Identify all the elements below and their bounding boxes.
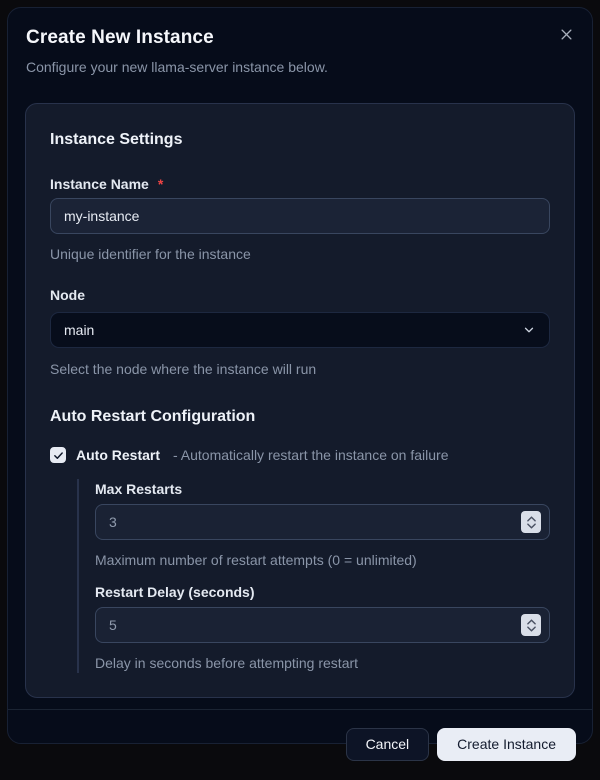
instance-settings-heading: Instance Settings — [50, 131, 183, 148]
instance-name-label: Instance Name — [50, 176, 149, 192]
restart-delay-input[interactable] — [95, 607, 550, 643]
restart-delay-field — [95, 584, 550, 673]
create-instance-button[interactable]: Create Instance — [437, 728, 576, 761]
instance-name-field — [50, 176, 550, 264]
stepper-up-icon — [527, 619, 536, 625]
restart-delay-help: Delay in seconds before attempting restart — [95, 655, 359, 671]
close-button[interactable] — [556, 24, 576, 44]
auto-restart-checkbox-label[interactable]: Auto Restart — [76, 447, 161, 463]
stepper-down-icon — [527, 523, 536, 529]
max-restarts-stepper[interactable] — [521, 511, 541, 533]
auto-restart-heading: Auto Restart Configuration — [50, 408, 256, 425]
dialog-title: Create New Instance — [26, 27, 214, 48]
instance-name-help: Unique identifier for the instance — [50, 246, 251, 262]
node-field — [50, 287, 550, 379]
node-select-value: main — [64, 322, 95, 338]
auto-restart-row — [50, 447, 550, 463]
node-select[interactable] — [50, 312, 550, 348]
dialog-scroll-area[interactable] — [8, 77, 592, 698]
chevron-down-icon — [522, 323, 536, 337]
dialog-header — [8, 8, 592, 77]
dialog-description: Configure your new llama-server instance below. — [26, 59, 328, 75]
node-label: Node — [50, 287, 85, 303]
instance-name-input[interactable] — [50, 198, 550, 234]
instance-settings-card — [25, 103, 575, 698]
max-restarts-help: Maximum number of restart attempts (0 = unlimited) — [95, 552, 417, 568]
max-restarts-input[interactable] — [95, 504, 550, 540]
auto-restart-options-group — [77, 479, 550, 673]
max-restarts-label: Max Restarts — [95, 481, 183, 497]
stepper-down-icon — [527, 626, 536, 632]
check-icon — [53, 450, 64, 461]
auto-restart-checkbox[interactable] — [50, 447, 66, 463]
cancel-button[interactable]: Cancel — [346, 728, 430, 761]
stepper-up-icon — [527, 516, 536, 522]
required-asterisk: * — [157, 176, 164, 192]
max-restarts-field — [95, 481, 550, 570]
create-instance-dialog — [7, 7, 593, 752]
restart-delay-label: Restart Delay (seconds) — [95, 584, 255, 600]
restart-delay-stepper[interactable] — [521, 614, 541, 636]
dialog-footer — [8, 710, 592, 780]
node-help: Select the node where the instance will run — [50, 361, 317, 377]
auto-restart-description: - Automatically restart the instance on failure — [173, 447, 449, 463]
close-icon — [559, 27, 574, 42]
